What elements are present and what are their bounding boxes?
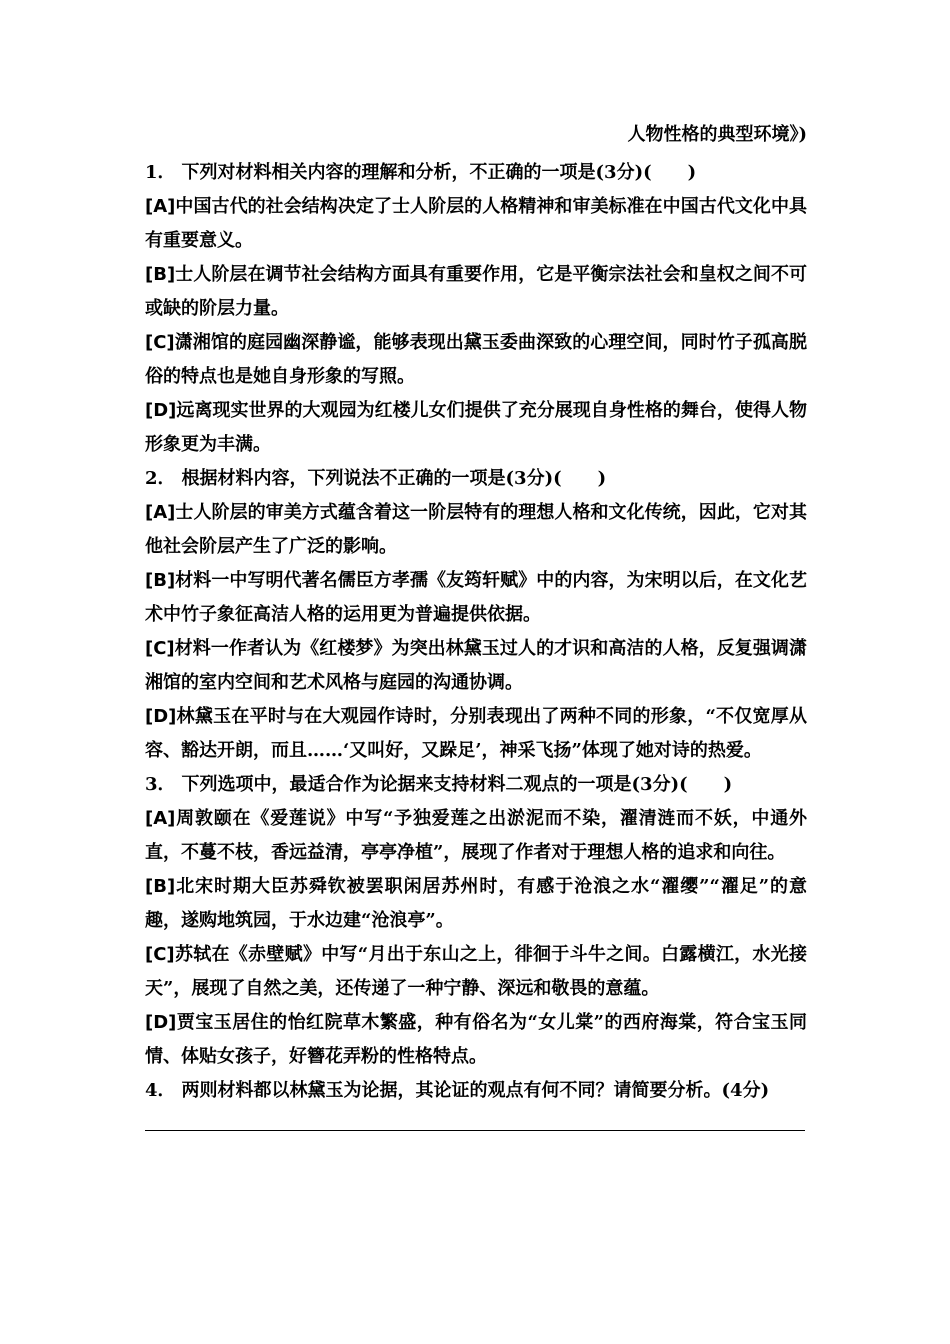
question-number: 2． [145, 468, 176, 489]
question-1-stem [145, 156, 807, 190]
question-number: 4． [145, 1080, 176, 1101]
option-label: [D] [145, 706, 177, 727]
option-label: [B] [145, 264, 176, 285]
option-b [145, 564, 807, 632]
option-d [145, 1006, 807, 1074]
option-d [145, 394, 807, 462]
option-label: [A] [145, 196, 176, 217]
option-label: [A] [145, 502, 176, 523]
question-number: 1． [145, 162, 176, 183]
option-c [145, 938, 807, 1006]
question-text: 两则材料都以林黛玉为论据，其论证的观点有何不同？请简要分析。(4分) [181, 1080, 770, 1101]
option-text: 林黛玉在平时与在大观园作诗时，分别表现出了两种不同的形象，“不仅宽厚从容、豁达开朗，而且……‘又叫好，又跺足’，神采飞扬”体现了她对诗的热爱。 [145, 706, 807, 761]
question-3-stem [145, 768, 807, 802]
question-text: 根据材料内容，下列说法不正确的一项是(3分)( ) [181, 468, 607, 489]
option-text: 苏轼在《赤壁赋》中写“月出于东山之上，徘徊于斗牛之间。白露横江，水光接天”，展现了自然之美，还传递了一种宁静、深远和敬畏的意蕴。 [145, 944, 807, 999]
question-text: 下列选项中，最适合作为论据来支持材料二观点的一项是(3分)( ) [181, 774, 733, 795]
option-text: 远离现实世界的大观园为红楼儿女们提供了充分展现自身性格的舞台，使得人物形象更为丰满。 [145, 400, 807, 455]
question-text: 下列对材料相关内容的理解和分析，不正确的一项是(3分)( ) [181, 162, 697, 183]
option-text: 材料一作者认为《红楼梦》为突出林黛玉过人的才识和高洁的人格，反复强调潇湘馆的室内空间和艺术风格与庭园的沟通协调。 [145, 638, 807, 693]
option-text: 中国古代的社会结构决定了士人阶层的人格精神和审美标准在中国古代文化中具有重要意义。 [145, 196, 807, 251]
option-c [145, 326, 807, 394]
answer-line[interactable] [145, 1130, 805, 1131]
option-a [145, 802, 807, 870]
option-text: 材料一中写明代著名儒臣方孝孺《友筠轩赋》中的内容，为宋明以后，在文化艺术中竹子象征高洁人格的运用更为普遍提供依据。 [145, 570, 807, 625]
question-number: 3． [145, 774, 176, 795]
option-text: 潇湘馆的庭园幽深静谧，能够表现出黛玉委曲深致的心理空间，同时竹子孤高脱俗的特点也是她自身形象的写照。 [145, 332, 807, 387]
option-a [145, 496, 807, 564]
option-label: [B] [145, 570, 176, 591]
option-label: [A] [145, 808, 176, 829]
option-label: [C] [145, 638, 175, 659]
option-text: 士人阶层的审美方式蕴含着这一阶层特有的理想人格和文化传统，因此，它对其他社会阶层产生了广泛的影响。 [145, 502, 807, 557]
header-continuation: 人物性格的典型环境》) [627, 124, 807, 145]
option-text: 士人阶层在调节社会结构方面具有重要作用，它是平衡宗法社会和皇权之间不可或缺的阶层力量。 [145, 264, 807, 319]
option-d [145, 700, 807, 768]
option-c [145, 632, 807, 700]
option-text: 贾宝玉居住的怡红院草木繁盛，种有俗名为“女儿棠”的西府海棠，符合宝玉同情、体贴女孩子，好簪花弄粉的性格特点。 [145, 1012, 807, 1067]
question-4-stem [145, 1074, 807, 1108]
document-page [145, 118, 807, 1131]
option-b [145, 870, 807, 938]
question-2-stem [145, 462, 807, 496]
option-a [145, 190, 807, 258]
option-b [145, 258, 807, 326]
option-label: [C] [145, 332, 175, 353]
option-label: [B] [145, 876, 176, 897]
option-label: [D] [145, 400, 177, 421]
option-text: 周敦颐在《爱莲说》中写“予独爱莲之出淤泥而不染，濯清涟而不妖，中通外直，不蔓不枝，香远益清，亭亭净植”，展现了作者对于理想人格的追求和向往。 [145, 808, 807, 863]
option-label: [D] [145, 1012, 177, 1033]
option-label: [C] [145, 944, 175, 965]
option-text: 北宋时期大臣苏舜钦被罢职闲居苏州时，有感于沧浪之水“濯缨”“濯足”的意趣，遂购地筑园，于水边建“沧浪亭”。 [145, 876, 807, 931]
